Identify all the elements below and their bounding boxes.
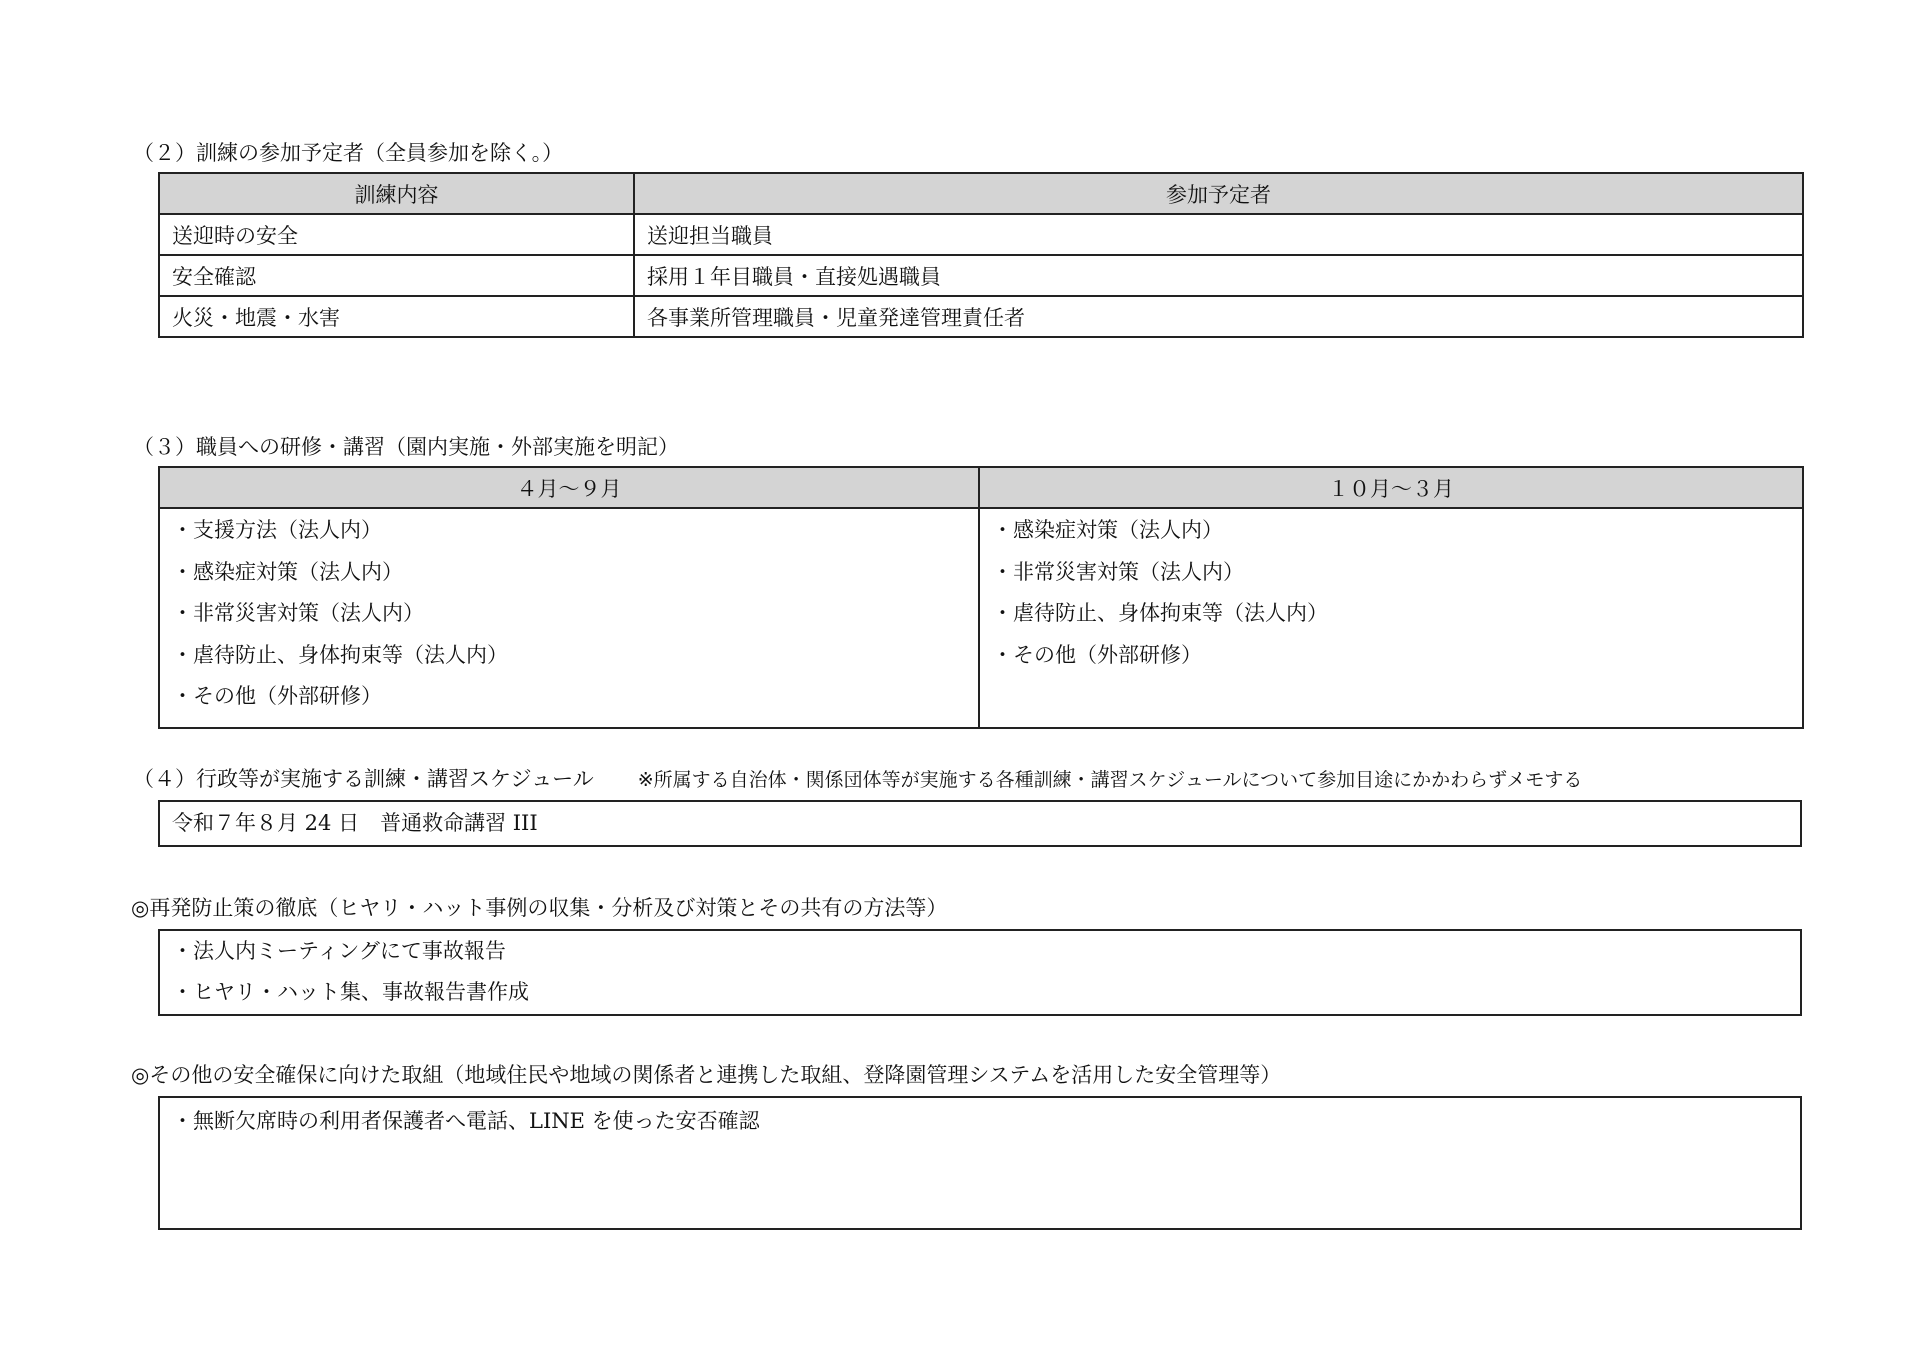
list-item: ・感染症対策（法人内）	[992, 518, 1223, 542]
participants-cell: 送迎担当職員	[634, 214, 1803, 255]
training-content-cell: 火災・地震・水害	[159, 296, 634, 337]
table-row	[159, 508, 1803, 728]
column-header-participants: 参加予定者	[634, 173, 1803, 214]
participants-cell: 採用１年目職員・直接処遇職員	[634, 255, 1803, 296]
list-item: ・虐待防止、身体拘束等（法人内）	[172, 642, 508, 667]
training-content-cell: 送迎時の安全	[159, 214, 634, 255]
section4-note: ※所属する自治体・関係団体等が実施する各種訓練・講習スケジュールについて参加目途にかかわらずメモする	[637, 769, 1583, 791]
table-header-row	[159, 173, 1803, 214]
training-content-cell: 安全確認	[159, 255, 634, 296]
schedule-box	[158, 800, 1802, 847]
section6-heading: ◎その他の安全確保に向けた取組（地域住民や地域の関係者と連携した取組、登降園管理システムを活用した安全管理等）	[131, 1063, 1282, 1087]
list-item: ・その他（外部研修）	[992, 642, 1202, 667]
column-header-october-march: １０月～３月	[979, 467, 1803, 508]
list-item: ・感染症対策（法人内）	[172, 559, 403, 584]
list-item: ・法人内ミーティングにて事故報告	[172, 939, 506, 963]
table-row	[159, 214, 1803, 255]
column-header-training-content: 訓練内容	[159, 173, 634, 214]
participants-cell: 各事業所管理職員・児童発達管理責任者	[634, 296, 1803, 337]
schedule-entry: 令和７年８月 24 日 普通救命講習 III	[172, 811, 538, 835]
section4-title: （４）行政等が実施する訓練・講習スケジュール	[133, 767, 594, 791]
prevention-box	[158, 929, 1802, 1016]
table-row	[159, 255, 1803, 296]
section2-heading: （２）訓練の参加予定者（全員参加を除く。）	[133, 141, 564, 165]
section3-heading: （３）職員への研修・講習（園内実施・外部実施を明記）	[133, 435, 679, 459]
list-item: ・その他（外部研修）	[172, 684, 382, 708]
list-item: ・虐待防止、身体拘束等（法人内）	[992, 601, 1328, 625]
list-item: ・非常災害対策（法人内）	[992, 559, 1244, 584]
table-header-row	[159, 467, 1803, 508]
list-item: ・無断欠席時の利用者保護者へ電話、LINE を使った安否確認	[172, 1109, 760, 1133]
list-item: ・支援方法（法人内）	[172, 518, 382, 542]
section5-heading: ◎再発防止策の徹底（ヒヤリ・ハット事例の収集・分析及び対策とその共有の方法等）	[131, 896, 948, 920]
list-item: ・ヒヤリ・ハット集、事故報告書作成	[172, 980, 529, 1004]
october-march-cell	[979, 508, 1803, 728]
section4-heading	[133, 766, 1582, 793]
staff-training-table	[158, 466, 1804, 729]
training-participants-table	[158, 172, 1804, 338]
other-measures-box	[158, 1096, 1802, 1230]
table-row	[159, 296, 1803, 337]
april-september-cell	[159, 508, 979, 728]
list-item: ・非常災害対策（法人内）	[172, 601, 424, 625]
column-header-april-september: ４月～９月	[159, 467, 979, 508]
